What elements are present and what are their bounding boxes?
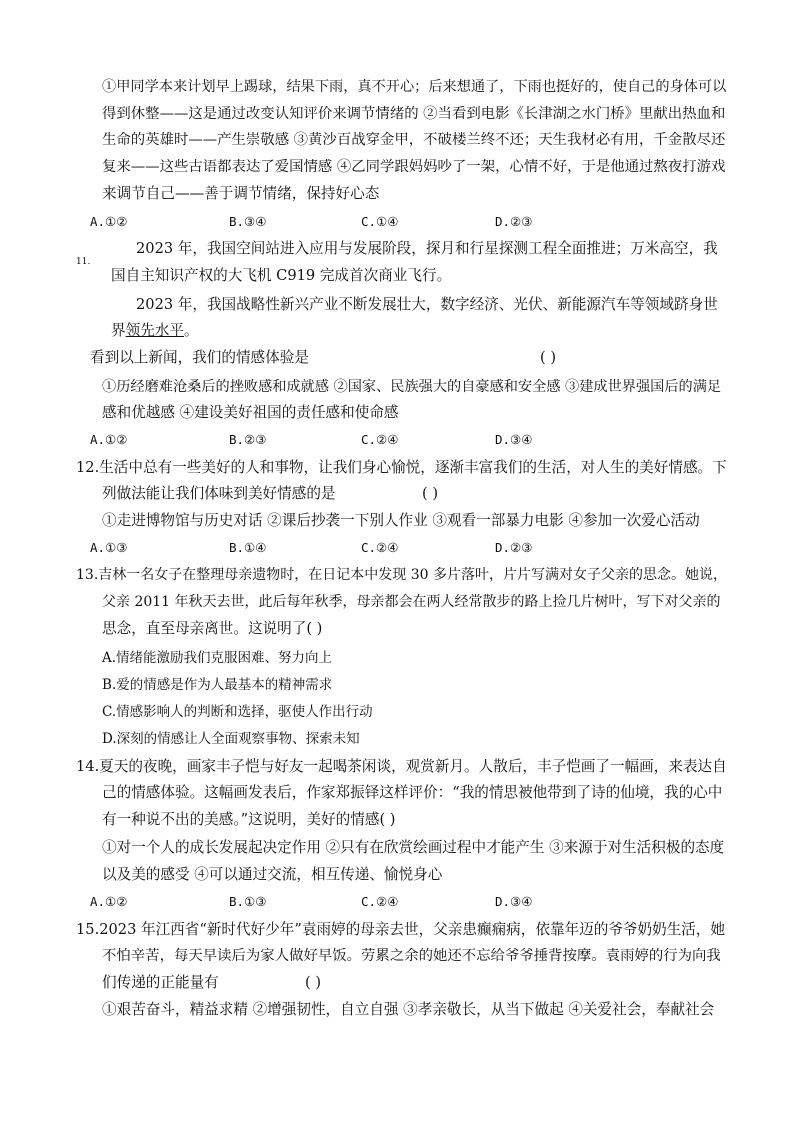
q10-option-a[interactable]: A.①② <box>90 214 128 229</box>
q14-statement-line1: ①对一个人的成长发展起决定作用 ②只有在欣赏绘画过程中才能产生 ③来源于对生活积极的态度 <box>102 839 725 856</box>
q12-option-a[interactable]: A.①③ <box>90 540 128 555</box>
q11-option-d[interactable]: D.③④ <box>495 432 533 447</box>
q15-answer-paren: ( ) <box>305 974 322 991</box>
q13-option-a[interactable]: A.情绪能激励我们克服困难、努力向上 <box>102 650 333 666</box>
q14-option-d[interactable]: D.③④ <box>495 894 533 909</box>
q14-option-c[interactable]: C.②④ <box>361 894 399 909</box>
q12-option-d[interactable]: D.②③ <box>495 540 533 555</box>
q14-stem-line2: 己的情感体验。这幅画发表后，作家郑振铎这样评价：“我的情思被他带到了诗的仙境，我的心中 <box>102 784 723 801</box>
q14-stem-line3: 有一种说不出的美感。”这说明，美好的情感( ) <box>102 811 396 828</box>
q10-statement-line4: 复来——这些古语都表达了爱国情感 ④乙同学跟妈妈吵了一架，心情不好，于是他通过熬夜打游戏 <box>102 159 726 175</box>
q15-stem-line3: 们传递的正能量有 <box>102 974 219 991</box>
q11-answer-paren: ( ) <box>540 349 557 366</box>
q13-option-c[interactable]: C.情感影响人的判断和选择，驱使人作出行动 <box>102 704 373 720</box>
q11-news2-line2-a: 界 <box>111 322 126 339</box>
q11-news1-line1: 2023 年，我国空间站进入应用与发展阶段，探月和行星探测工程全面推进；万米高空，我 <box>136 240 718 257</box>
q15-statement: ①艰苦奋斗，精益求精 ②增强韧性，自立自强 ③孝亲敬长，从当下做起 ④关爱社会，奉献社会 <box>102 1001 715 1018</box>
q11-option-a[interactable]: A.①② <box>90 432 128 447</box>
q11-number: 11. <box>76 257 91 267</box>
q11-option-b[interactable]: B.②③ <box>229 432 267 447</box>
q10-statement-line2: 得到休整——这是通过改变认知评价来调节情绪的 ②当看到电影《长津湖之水门桥》里献出热血和 <box>102 106 726 122</box>
q11-news2-line2-underlined: 领先水平 <box>125 322 184 339</box>
q13-stem-line2: 父亲 2011 年秋天去世，此后每年秋季，母亲都会在两人经常散步的路上捡几片树叶，写下对父亲的 <box>102 594 721 610</box>
q11-statement-line2: 感和优越感 ④建设美好祖国的责任感和使命感 <box>102 404 399 421</box>
q10-option-d[interactable]: D.②③ <box>495 214 533 229</box>
q12-statement: ①走进博物馆与历史对话 ②课后抄袭一下别人作业 ③观看一部暴力电影 ④参加一次爱心活动 <box>102 512 700 529</box>
q11-news1-line2: 国自主知识产权的大飞机 C919 完成首次商业飞行。 <box>111 267 452 284</box>
q10-option-c[interactable]: C.①④ <box>361 214 399 229</box>
q11-statement-line1: ①历经磨难沧桑后的挫败感和成就感 ②国家、民族强大的自豪感和安全感 ③建成世界强国后的满足 <box>102 379 722 395</box>
q10-option-b[interactable]: B.③④ <box>229 214 267 229</box>
q10-statement-line3: 生命的英雄时——产生崇敬感 ③黄沙百战穿金甲，不破楼兰终不还；天生我材必有用，千金散尽还 <box>102 132 726 148</box>
q14-statement-line2: 以及美的感受 ④可以通过交流，相互传递、愉悦身心 <box>102 866 443 883</box>
q12-stem-line2: 列做法能让我们体味到美好情感的是 <box>102 485 336 502</box>
q13-stem-line3: 思念，直至母亲离世。这说明了( ) <box>102 620 323 637</box>
q10-statement-line5: 来调节自己——善于调节情绪，保持好心态 <box>102 185 380 202</box>
q11-stem: 看到以上新闻，我们的情感体验是 <box>90 349 309 366</box>
q11-news2-line2-c: 。 <box>184 322 199 339</box>
q12-answer-paren: ( ) <box>422 485 439 502</box>
q13-stem-line1: 13.吉林一名女子在整理母亲遗物时，在日记本中发现 30 多片落叶，片片写满对女子父亲的思念。她说， <box>76 567 727 583</box>
q11-news2-line2 <box>111 321 199 341</box>
q12-option-c[interactable]: C.②④ <box>361 540 399 555</box>
q11-news2-line1: 2023 年，我国战略性新兴产业不断发展壮大，数字经济、光伏、新能源汽车等领域跻身世 <box>136 296 718 313</box>
q12-option-b[interactable]: B.①④ <box>229 540 267 555</box>
q13-option-d[interactable]: D.深刻的情感让人全面观察事物、探索未知 <box>102 731 360 747</box>
q14-option-a[interactable]: A.①② <box>90 894 128 909</box>
q13-option-b[interactable]: B.爱的情感是作为人最基本的精神需求 <box>102 677 333 693</box>
q15-stem-line1: 15.2023 年江西省“新时代好少年”袁雨婷的母亲去世，父亲患癫痫病，依靠年迈的爷爷奶奶生活，她 <box>76 921 726 938</box>
q11-option-c[interactable]: C.②④ <box>361 432 399 447</box>
q14-option-b[interactable]: B.①③ <box>229 894 267 909</box>
q14-stem-line1: 14.夏天的夜晚，画家丰子恺与好友一起喝茶闲谈，观赏新月。人散后，丰子恺画了一幅画，来表达自 <box>76 758 727 775</box>
q10-statement-line1: ①甲同学本来计划早上踢球，结果下雨，真不开心；后来想通了，下雨也挺好的，使自己的身体可以 <box>102 79 727 95</box>
q12-stem-line1: 12.生活中总有一些美好的人和事物，让我们身心愉悦，逐渐丰富我们的生活，对人生的美好情感。下 <box>76 459 727 476</box>
q15-stem-line2: 不怕辛苦，每天早读后为家人做好早饭。劳累之余的她还不忘给爷爷捶背按摩。袁雨婷的行为向我 <box>102 948 721 964</box>
